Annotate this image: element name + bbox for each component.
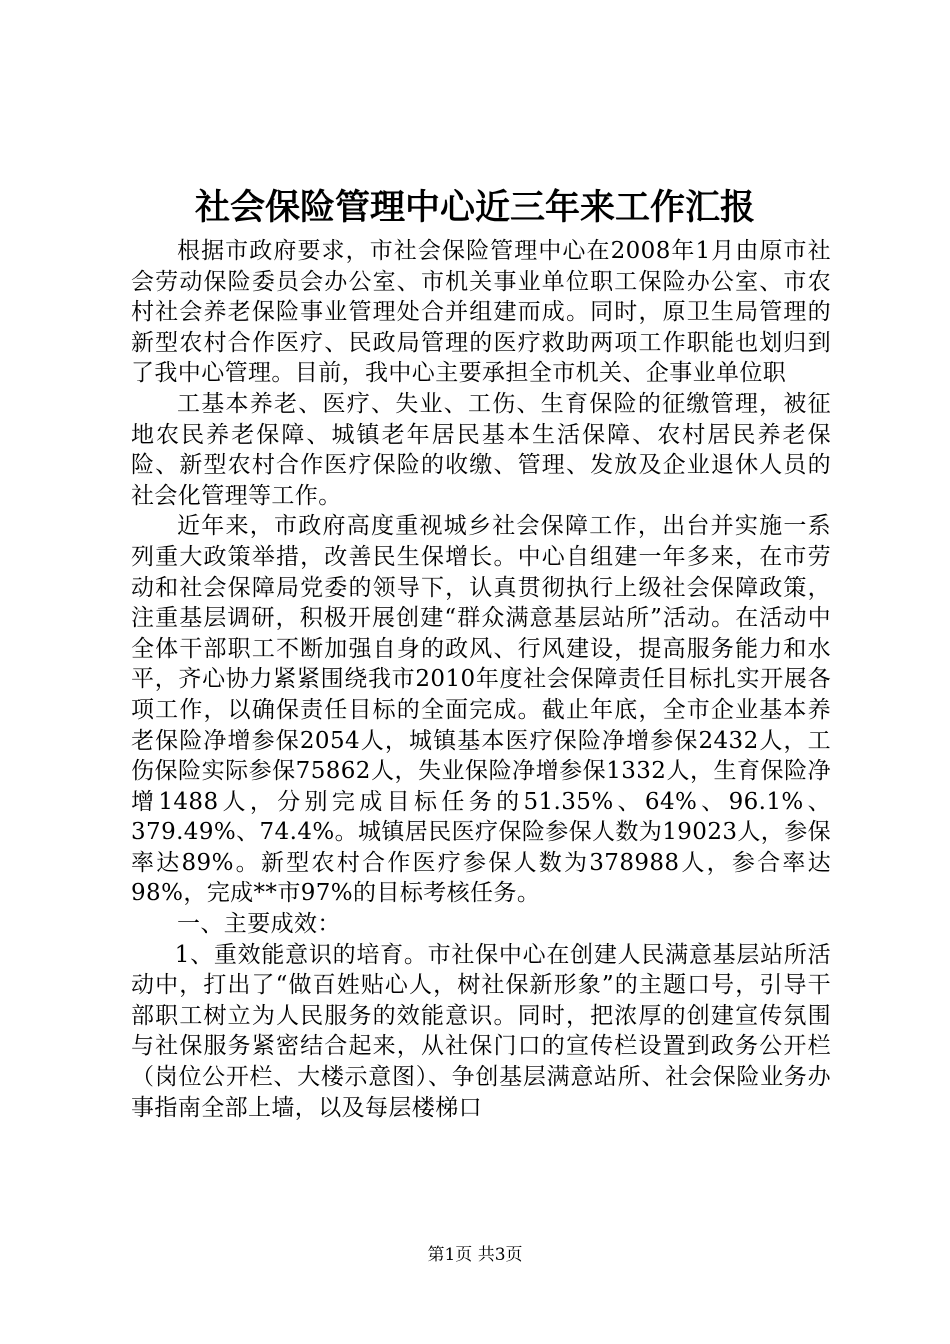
paragraph-duties: 工基本养老、医疗、失业、工伤、生育保险的征缴管理，被征地农民养老保障、城镇老年居民基本生活保障、农村居民养老保险、新型农村合作医疗保险的收缴、管理、发放及企业退休人员的社会化管理等工作。 <box>131 390 831 509</box>
paragraph-achievements: 近年来，市政府高度重视城乡社会保障工作，出台并实施一系列重大政策举措，改善民生保增长。中心自组建一年多来，在市劳动和社会保障局党委的领导下，认真贯彻执行上级社会保障政策，注重基层调研，积极开展创建“群众满意基层站所”活动。在活动中全体干部职工不断加强自身的政风、行风建设，提高服务能力和水平，齐心协力紧紧围绕我市2010年度社会保障责任目标扎实开展各项工作，以确保责任目标的全面完成。截止年底，全市企业基本养老保险净增参保2054人，城镇基本医疗保险净增参保2432人，工伤保险实际参保75862人，失业保险净增参保1332人，生育保险净增1488人，分别完成目标任务的51.35%、64%、96.1%、379.49%、74.4%。城镇居民医疗保险参保人数为19023人，参保率达89%。新型农村合作医疗参保人数为378988人，参合率达98%，完成**市97%的目标考核任务。 <box>131 513 831 907</box>
document-title: 社会保险管理中心近三年来工作汇报 <box>194 187 755 228</box>
paragraph-efficiency: 1、重效能意识的培育。市社保中心在创建人民满意基层站所活动中，打出了“做百姓贴心人，树社保新形象”的主题口号，引导干部职工树立为人民服务的效能意识。同时，把浓厚的创建宣传氛围与社保服务紧密结合起来，从社保门口的宣传栏设置到政务公开栏（岗位公开栏、大楼示意图）、争创基层满意站所、社会保险业务办事指南全部上墙，以及每层楼梯口 <box>131 941 831 1121</box>
document-body <box>131 236 831 1123</box>
page-number-footer: 第1页 共3页 <box>427 1245 523 1265</box>
section-heading-main-results: 一、主要成效： <box>177 911 341 938</box>
paragraph-intro: 根据市政府要求，市社会保险管理中心在2008年1月由原市社会劳动保险委员会办公室、市机关事业单位职工保险办公室、市农村社会养老保险事业管理处合并组建而成。同时，原卫生局管理的新型农村合作医疗、民政局管理的医疗救助两项工作职能也划归到了我中心管理。目前，我中心主要承担全市机关、企事业单位职 <box>131 238 831 387</box>
